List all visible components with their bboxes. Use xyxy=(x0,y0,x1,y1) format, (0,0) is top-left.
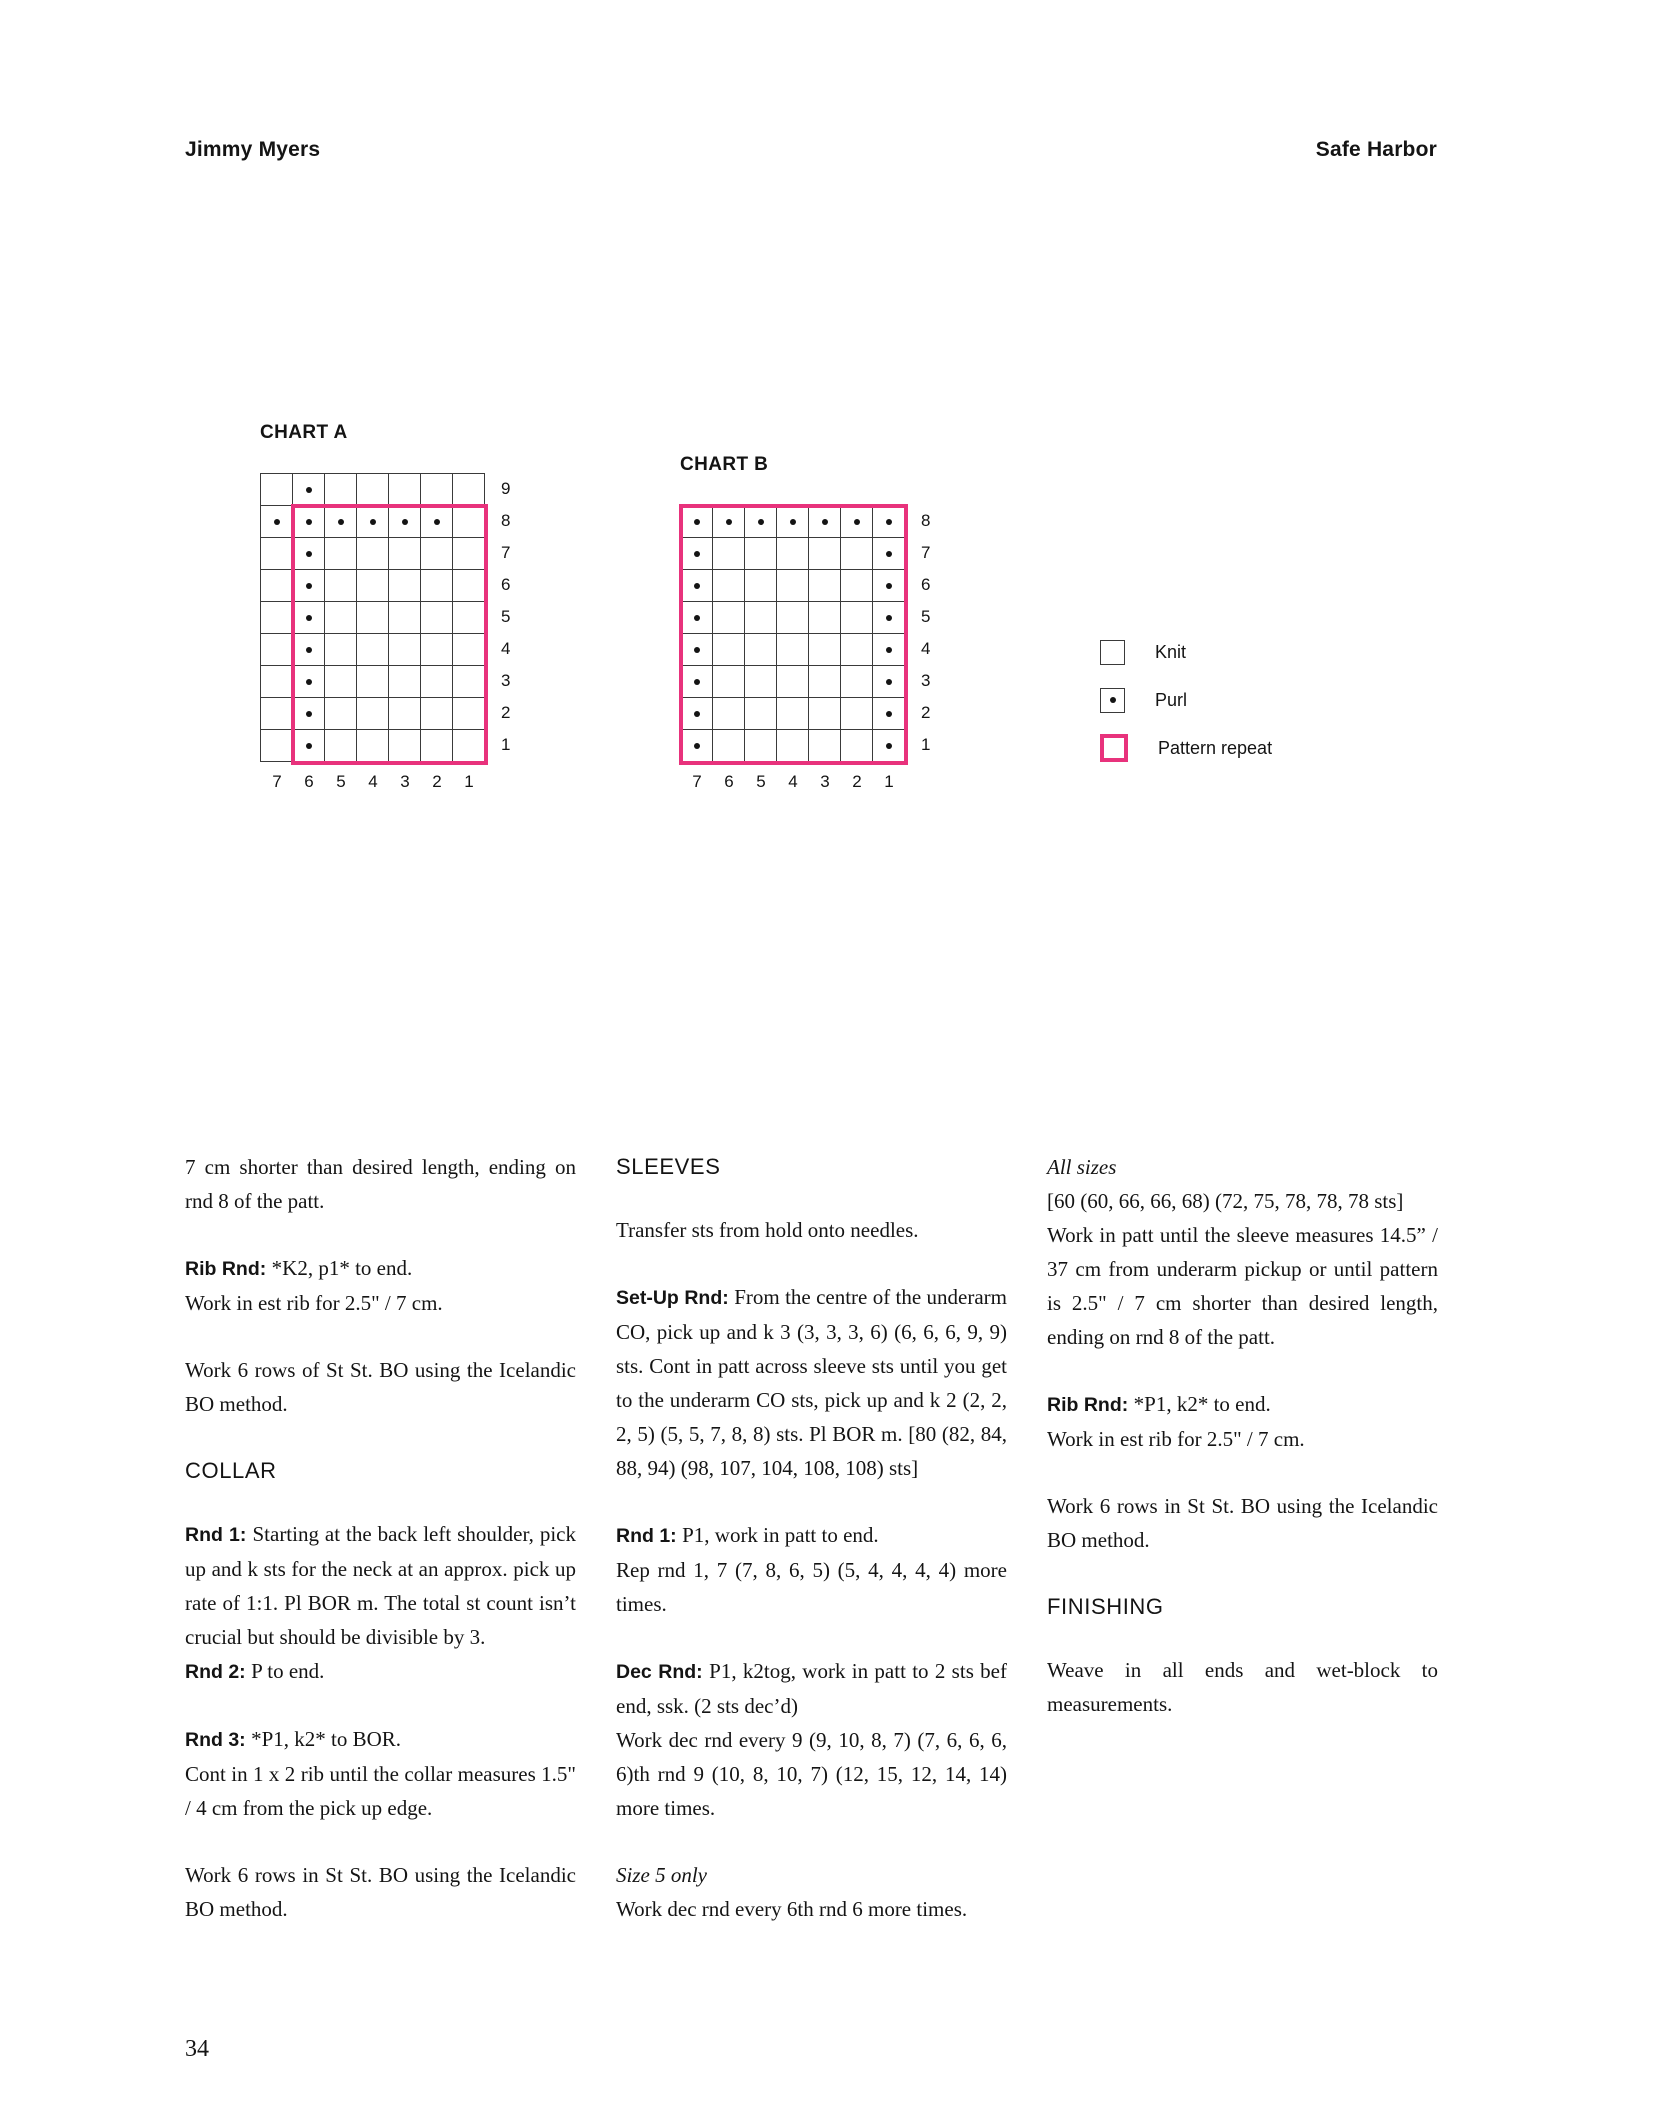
knit-cell xyxy=(713,602,745,634)
knit-cell xyxy=(261,602,293,634)
paragraph xyxy=(616,1858,1007,1926)
column-number: 1 xyxy=(464,772,474,791)
knit-cell xyxy=(325,538,357,570)
row-number: 7 xyxy=(921,543,931,562)
purl-cell xyxy=(293,538,325,570)
paragraph xyxy=(1047,1150,1438,1354)
text-run: Rnd 1: xyxy=(616,1525,683,1547)
text-run: *P1, k2* to end. xyxy=(1133,1392,1271,1416)
knit-cell xyxy=(453,506,485,538)
purl-cell xyxy=(681,506,713,538)
purl-cell xyxy=(421,506,453,538)
knit-cell xyxy=(777,602,809,634)
chart-b-title: CHART B xyxy=(680,454,769,475)
row-number: 4 xyxy=(501,639,511,658)
paragraph xyxy=(185,1722,576,1825)
text-run: Cont in 1 x 2 rib until the collar measures 1.5" / 4 cm from the pick up edge. xyxy=(185,1762,576,1820)
paragraph xyxy=(185,1150,576,1218)
purl-cell xyxy=(681,602,713,634)
knit-cell xyxy=(453,634,485,666)
knit-cell xyxy=(453,698,485,730)
text-run: [60 (60, 66, 66, 68) (72, 75, 78, 78, 78 sts] xyxy=(1047,1189,1404,1213)
knit-cell xyxy=(325,602,357,634)
purl-cell xyxy=(873,730,905,762)
knit-cell xyxy=(745,570,777,602)
knit-cell xyxy=(777,570,809,602)
knit-cell xyxy=(809,538,841,570)
purl-cell xyxy=(681,698,713,730)
knit-cell xyxy=(357,602,389,634)
knit-cell xyxy=(713,698,745,730)
knit-cell xyxy=(841,698,873,730)
text-run: From the centre of the underarm CO, pick up and k 3 (3, 3, 3, 6) (6, 6, 6, 9, 9) sts. Cont in patt across sleeve sts until you get to the underarm CO sts, pick up and k 2 (2, 2, 2, 5) (5, 5, 7, 8, 8) sts. Pl BOR m. [80 (82, 84, 88, 94) (98, 107, 104, 108, 108) sts] xyxy=(616,1285,1007,1480)
knit-cell xyxy=(745,602,777,634)
knit-cell xyxy=(389,666,421,698)
purl-cell xyxy=(293,634,325,666)
purl-cell xyxy=(873,634,905,666)
column-number: 3 xyxy=(400,772,410,791)
row-number: 5 xyxy=(921,607,931,626)
legend-knit-label: Knit xyxy=(1155,641,1187,662)
purl-cell xyxy=(293,570,325,602)
knit-cell xyxy=(261,570,293,602)
knit-cell xyxy=(421,698,453,730)
knit-cell xyxy=(389,602,421,634)
page-number: 34 xyxy=(185,2036,209,2062)
legend-purl xyxy=(1100,676,1272,724)
knit-cell xyxy=(745,666,777,698)
paragraph xyxy=(185,1517,576,1689)
chart-legend xyxy=(1100,628,1272,772)
purl-stitch-icon xyxy=(1100,688,1125,713)
knit-cell xyxy=(453,538,485,570)
knit-cell xyxy=(841,570,873,602)
row-number: 9 xyxy=(501,479,511,498)
section-heading: COLLAR xyxy=(185,1458,277,1483)
paragraph xyxy=(185,1251,576,1320)
legend-knit xyxy=(1100,628,1272,676)
column-number: 2 xyxy=(432,772,442,791)
legend-pattern-repeat-label: Pattern repeat xyxy=(1158,737,1273,758)
knit-cell xyxy=(325,698,357,730)
purl-cell xyxy=(873,666,905,698)
column-number: 7 xyxy=(692,772,702,791)
paragraph xyxy=(1047,1387,1438,1456)
knit-cell xyxy=(745,698,777,730)
purl-cell xyxy=(681,634,713,666)
text-run: Work dec rnd every 9 (9, 10, 8, 7) (7, 6, 6, 6, 6)th rnd 9 (10, 8, 10, 7) (12, 15, 12, 14, 14) more times. xyxy=(616,1728,1007,1820)
knit-cell xyxy=(325,634,357,666)
row-number: 2 xyxy=(921,703,931,722)
knit-cell xyxy=(809,730,841,762)
text-run: Rep rnd 1, 7 (7, 8, 6, 5) (5, 4, 4, 4, 4) more times. xyxy=(616,1558,1007,1616)
paragraph xyxy=(616,1518,1007,1621)
paragraph xyxy=(1047,1489,1438,1557)
paragraph xyxy=(185,1353,576,1421)
knit-cell xyxy=(777,634,809,666)
chart-b-row-numbers xyxy=(921,505,930,761)
knit-cell xyxy=(841,666,873,698)
row-number: 4 xyxy=(921,639,931,658)
column-number: 3 xyxy=(820,772,830,791)
knit-cell xyxy=(841,602,873,634)
paragraph xyxy=(616,1280,1007,1485)
column-number: 6 xyxy=(304,772,314,791)
column-number: 4 xyxy=(788,772,798,791)
knit-cell xyxy=(389,634,421,666)
knit-cell xyxy=(325,666,357,698)
column-number: 5 xyxy=(756,772,766,791)
purl-cell xyxy=(681,570,713,602)
text-run: Work in est rib for 2.5" / 7 cm. xyxy=(185,1291,443,1315)
knit-cell xyxy=(261,730,293,762)
text-run: Rnd 2: xyxy=(185,1661,252,1683)
row-number: 2 xyxy=(501,703,511,722)
text-run: Work 6 rows in St St. BO using the Icelandic BO method. xyxy=(185,1863,576,1921)
purl-cell xyxy=(389,506,421,538)
knit-cell xyxy=(809,698,841,730)
chart-b-grid xyxy=(680,505,905,762)
knit-cell xyxy=(453,666,485,698)
purl-cell xyxy=(713,506,745,538)
knit-cell xyxy=(713,730,745,762)
knit-cell xyxy=(261,634,293,666)
legend-purl-label: Purl xyxy=(1155,689,1188,710)
text-run: P1, k2tog, work in patt to 2 sts bef end, ssk. (2 sts dec’d) xyxy=(616,1659,1007,1718)
row-number: 6 xyxy=(921,575,931,594)
knit-cell xyxy=(389,570,421,602)
text-column-right xyxy=(1047,1150,1438,1754)
text-run: Rnd 1: xyxy=(185,1524,253,1546)
knit-cell xyxy=(261,474,293,506)
text-run: Starting at the back left shoulder, pick up and k sts for the neck at an approx. pick up rate of 1:1. Pl BOR m. The total st count isn’t crucial but should be divisible by 3. xyxy=(185,1522,576,1649)
knit-cell xyxy=(389,698,421,730)
column-number: 5 xyxy=(336,772,346,791)
text-run: Rnd 3: xyxy=(185,1729,252,1751)
section-heading: SLEEVES xyxy=(616,1154,721,1179)
chart-a-column-numbers xyxy=(260,772,485,792)
knit-cell xyxy=(809,602,841,634)
header-author: Jimmy Myers xyxy=(185,138,321,161)
purl-cell xyxy=(873,506,905,538)
chart-a-wrap xyxy=(260,473,511,791)
knit-cell xyxy=(841,730,873,762)
purl-cell xyxy=(293,698,325,730)
knit-cell xyxy=(389,730,421,762)
purl-cell xyxy=(681,730,713,762)
text-run: Set-Up Rnd: xyxy=(616,1287,735,1309)
knit-cell xyxy=(325,474,357,506)
row-number: 8 xyxy=(921,511,931,530)
text-run: Transfer sts from hold onto needles. xyxy=(616,1218,919,1242)
text-run: Work in patt until the sleeve measures 14.5” / 37 cm from underarm pickup or until pattern is 2.5" / 7 cm shorter than desired length, ending on rnd 8 of the patt. xyxy=(1047,1223,1438,1349)
section-heading: FINISHING xyxy=(1047,1594,1164,1619)
knit-cell xyxy=(777,538,809,570)
knit-cell xyxy=(777,698,809,730)
knit-cell xyxy=(357,730,389,762)
text-run: Work dec rnd every 6th rnd 6 more times. xyxy=(616,1897,968,1921)
purl-cell xyxy=(841,506,873,538)
knit-cell xyxy=(389,474,421,506)
knit-cell xyxy=(421,730,453,762)
chart-a-row-numbers xyxy=(501,473,510,761)
purl-cell xyxy=(293,602,325,634)
text-run: Rib Rnd: xyxy=(1047,1394,1134,1416)
chart-a-title: CHART A xyxy=(260,422,348,443)
knit-cell xyxy=(421,602,453,634)
knit-cell xyxy=(745,634,777,666)
chart-a-grid xyxy=(260,473,485,762)
paragraph xyxy=(616,1213,1007,1247)
text-run: All sizes xyxy=(1047,1155,1117,1179)
text-run: Work in est rib for 2.5" / 7 cm. xyxy=(1047,1427,1305,1451)
knit-cell xyxy=(421,570,453,602)
row-number: 3 xyxy=(921,671,931,690)
purl-cell xyxy=(261,506,293,538)
text-run: Rib Rnd: xyxy=(185,1258,272,1280)
row-number: 3 xyxy=(501,671,511,690)
text-run: P to end. xyxy=(251,1659,325,1683)
header-pattern-name: Safe Harbor xyxy=(1315,138,1437,161)
knit-cell xyxy=(421,474,453,506)
knit-cell xyxy=(357,538,389,570)
knit-cell xyxy=(325,730,357,762)
knit-cell xyxy=(809,634,841,666)
text-run: Dec Rnd: xyxy=(616,1661,710,1683)
text-run: *K2, p1* to end. xyxy=(271,1256,413,1280)
legend-pattern-repeat xyxy=(1100,724,1272,772)
chart-b xyxy=(680,454,931,791)
row-number: 7 xyxy=(501,543,511,562)
text-run: Work 6 rows of St St. BO using the Icelandic BO method. xyxy=(185,1358,576,1416)
knit-cell xyxy=(357,570,389,602)
knit-cell xyxy=(745,730,777,762)
purl-cell xyxy=(777,506,809,538)
page-header xyxy=(185,138,1437,162)
text-run: 7 cm shorter than desired length, ending on rnd 8 of the patt. xyxy=(185,1155,576,1213)
knit-cell xyxy=(809,570,841,602)
knit-cell xyxy=(421,538,453,570)
paragraph xyxy=(1047,1653,1438,1721)
text-run: *P1, k2* to BOR. xyxy=(251,1727,402,1751)
knit-cell xyxy=(389,538,421,570)
purl-cell xyxy=(873,538,905,570)
text-run: Work 6 rows in St St. BO using the Icelandic BO method. xyxy=(1047,1494,1438,1552)
row-number: 6 xyxy=(501,575,511,594)
knit-cell xyxy=(357,698,389,730)
row-number: 5 xyxy=(501,607,511,626)
knit-cell xyxy=(809,666,841,698)
purl-cell xyxy=(681,666,713,698)
knit-cell xyxy=(357,634,389,666)
purl-cell xyxy=(681,538,713,570)
text-column-left xyxy=(185,1150,576,1959)
column-number: 7 xyxy=(272,772,282,791)
knit-cell xyxy=(453,602,485,634)
knit-cell xyxy=(745,538,777,570)
paragraph xyxy=(616,1654,1007,1825)
knit-cell xyxy=(777,730,809,762)
purl-cell xyxy=(293,666,325,698)
chart-b-column-numbers xyxy=(680,772,905,792)
knit-cell xyxy=(261,698,293,730)
row-number: 8 xyxy=(501,511,511,530)
text-column-middle xyxy=(616,1150,1007,1959)
purl-cell xyxy=(809,506,841,538)
purl-cell xyxy=(325,506,357,538)
knit-cell xyxy=(357,666,389,698)
knit-cell xyxy=(453,474,485,506)
knit-cell xyxy=(841,538,873,570)
purl-cell xyxy=(745,506,777,538)
paragraph xyxy=(185,1858,576,1926)
pattern-repeat-icon xyxy=(1100,734,1128,762)
text-run: Size 5 only xyxy=(616,1863,707,1887)
row-number: 1 xyxy=(921,735,931,754)
knit-cell xyxy=(777,666,809,698)
knit-stitch-icon xyxy=(1100,640,1125,665)
chart-b-wrap xyxy=(680,505,931,791)
column-number: 2 xyxy=(852,772,862,791)
knit-cell xyxy=(713,666,745,698)
purl-cell xyxy=(873,698,905,730)
text-run: Weave in all ends and wet-block to measurements. xyxy=(1047,1658,1438,1716)
text-run: P1, work in patt to end. xyxy=(682,1523,879,1547)
purl-cell xyxy=(873,570,905,602)
row-number: 1 xyxy=(501,735,511,754)
chart-a xyxy=(260,422,511,791)
knit-cell xyxy=(453,570,485,602)
column-number: 1 xyxy=(884,772,894,791)
knit-cell xyxy=(453,730,485,762)
knit-cell xyxy=(841,634,873,666)
knit-cell xyxy=(713,634,745,666)
knit-cell xyxy=(325,570,357,602)
knit-cell xyxy=(261,666,293,698)
knit-cell xyxy=(421,666,453,698)
purl-cell xyxy=(293,506,325,538)
purl-cell xyxy=(293,474,325,506)
column-number: 6 xyxy=(724,772,734,791)
knit-cell xyxy=(421,634,453,666)
knit-cell xyxy=(261,538,293,570)
knit-cell xyxy=(713,570,745,602)
purl-cell xyxy=(357,506,389,538)
column-number: 4 xyxy=(368,772,378,791)
purl-cell xyxy=(293,730,325,762)
knit-cell xyxy=(713,538,745,570)
knit-cell xyxy=(357,474,389,506)
purl-cell xyxy=(873,602,905,634)
